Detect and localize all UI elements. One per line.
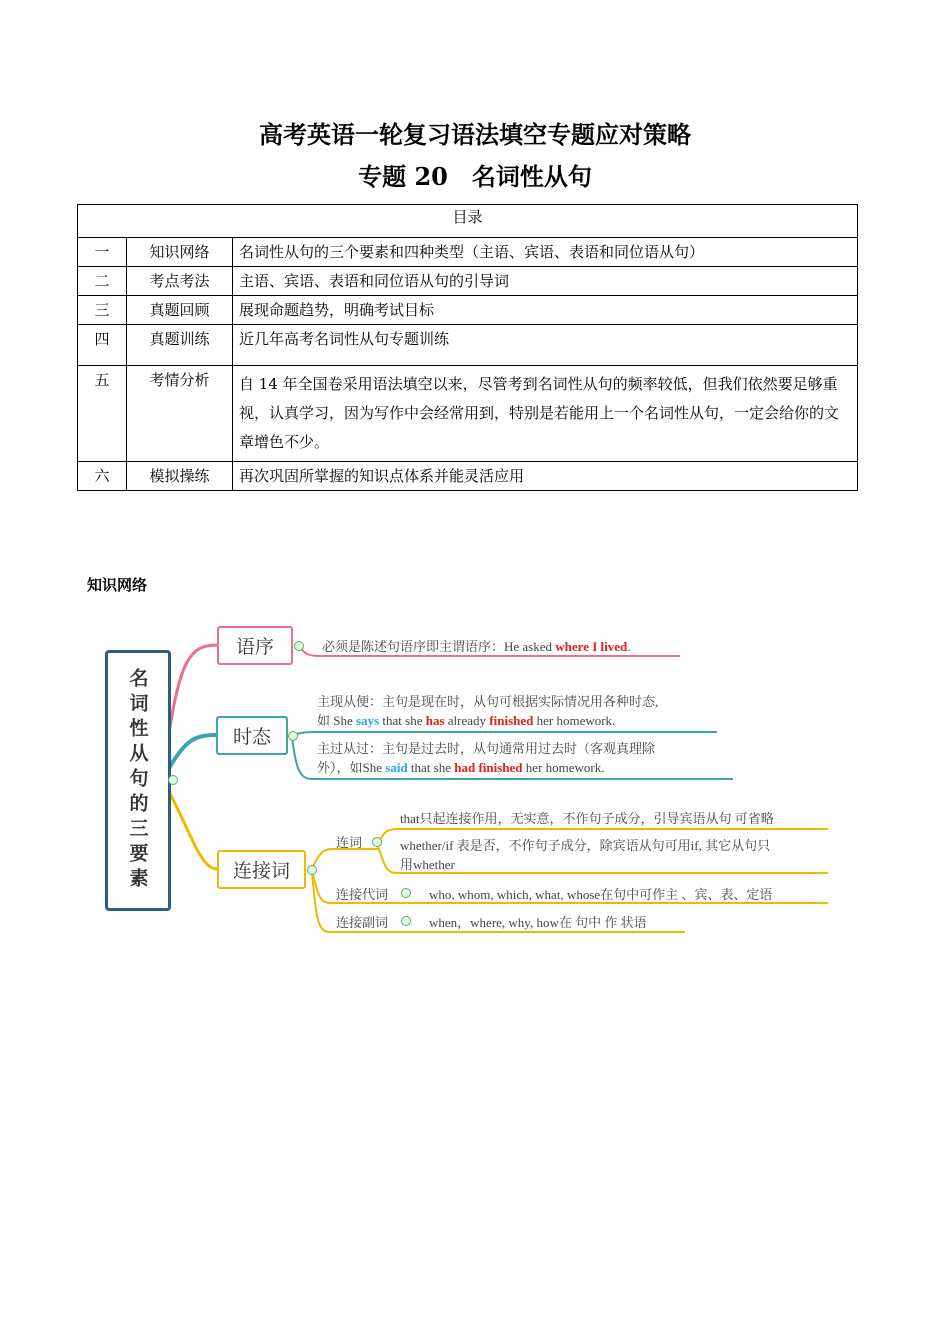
document-title: 高考英语一轮复习语法填空专题应对策略: [259, 120, 691, 149]
row-name: 考点考法: [127, 267, 233, 296]
collapse-icon[interactable]: [168, 775, 178, 785]
row-name: 模拟操练: [127, 462, 233, 491]
document-subtitle: 专题 20 名词性从句: [358, 162, 592, 191]
mindmap-root-node: [105, 650, 171, 911]
row-name: 考情分析: [127, 366, 233, 462]
collapse-icon[interactable]: [372, 837, 382, 847]
tense-present-text: 主现从便：主句是现在时，从句可根据实际情况用各种时态, 如 She says that she has already finished her homework.: [317, 694, 659, 728]
row-num: 三: [78, 296, 127, 325]
adv-label: 连接副词: [336, 915, 389, 930]
row-desc: 名词性从句的三个要素和四种类型（主语、宾语、表语和同位语从句）: [233, 238, 858, 267]
conj-label: 连词: [336, 835, 363, 850]
word-order-text: 必须是陈述句语序即主谓语序：He asked where I lived.: [322, 639, 631, 654]
toc-header: 目录: [78, 205, 858, 238]
row-name: 真题回顾: [127, 296, 233, 325]
row-num: 四: [78, 325, 127, 366]
node-word-order: 语序: [217, 626, 293, 665]
section-label: 知识网络: [87, 576, 148, 594]
row-name: 知识网络: [127, 238, 233, 267]
collapse-icon[interactable]: [294, 641, 304, 651]
row-name: 真题训练: [127, 325, 233, 366]
collapse-icon[interactable]: [401, 916, 411, 926]
root-label: 名词性从句的三要素: [126, 668, 149, 893]
collapse-icon[interactable]: [288, 731, 298, 741]
adv-text: when，where, why, how在 句中 作 状语: [429, 915, 647, 930]
row-num: 五: [78, 366, 127, 462]
tense-past-text: 主过从过：主句是过去时，从句通常用过去时（客观真理除 外），如She said that she had finished her homework.: [317, 741, 656, 775]
collapse-icon[interactable]: [401, 888, 411, 898]
row-desc: 再次巩固所掌握的知识点体系并能灵活应用: [233, 462, 858, 491]
node-tense: 时态: [216, 716, 288, 755]
row-num: 二: [78, 267, 127, 296]
row-desc: 主语、宾语、表语和同位语从句的引导词: [233, 267, 858, 296]
row-num: 六: [78, 462, 127, 491]
node-connectives: 连接词: [217, 850, 306, 889]
row-desc: 展现命题趋势，明确考试目标: [233, 296, 858, 325]
pron-label: 连接代词: [336, 887, 389, 902]
row-num: 一: [78, 238, 127, 267]
conj-whether-text: whether/if 表是否，不作句子成分，除宾语从句可用if, 其它从句只 用whether: [400, 838, 771, 872]
conj-that-text: that只起连接作用，无实意，不作句子成分，引导宾语从句 可省略: [400, 811, 774, 826]
pron-text: who, whom, which, what, whose在句中可作主 、宾、表、定语: [429, 887, 773, 902]
row-desc: 自 14 年全国卷采用语法填空以来，尽管考到名词性从句的频率较低，但我们依然要足够重视，认真学习，因为写作中会经常用到，特别是若能用上一个名词性从句，一定会给你的文章增色不少。: [233, 366, 858, 462]
collapse-icon[interactable]: [307, 865, 317, 875]
row-desc: 近几年高考名词性从句专题训练: [233, 325, 858, 366]
